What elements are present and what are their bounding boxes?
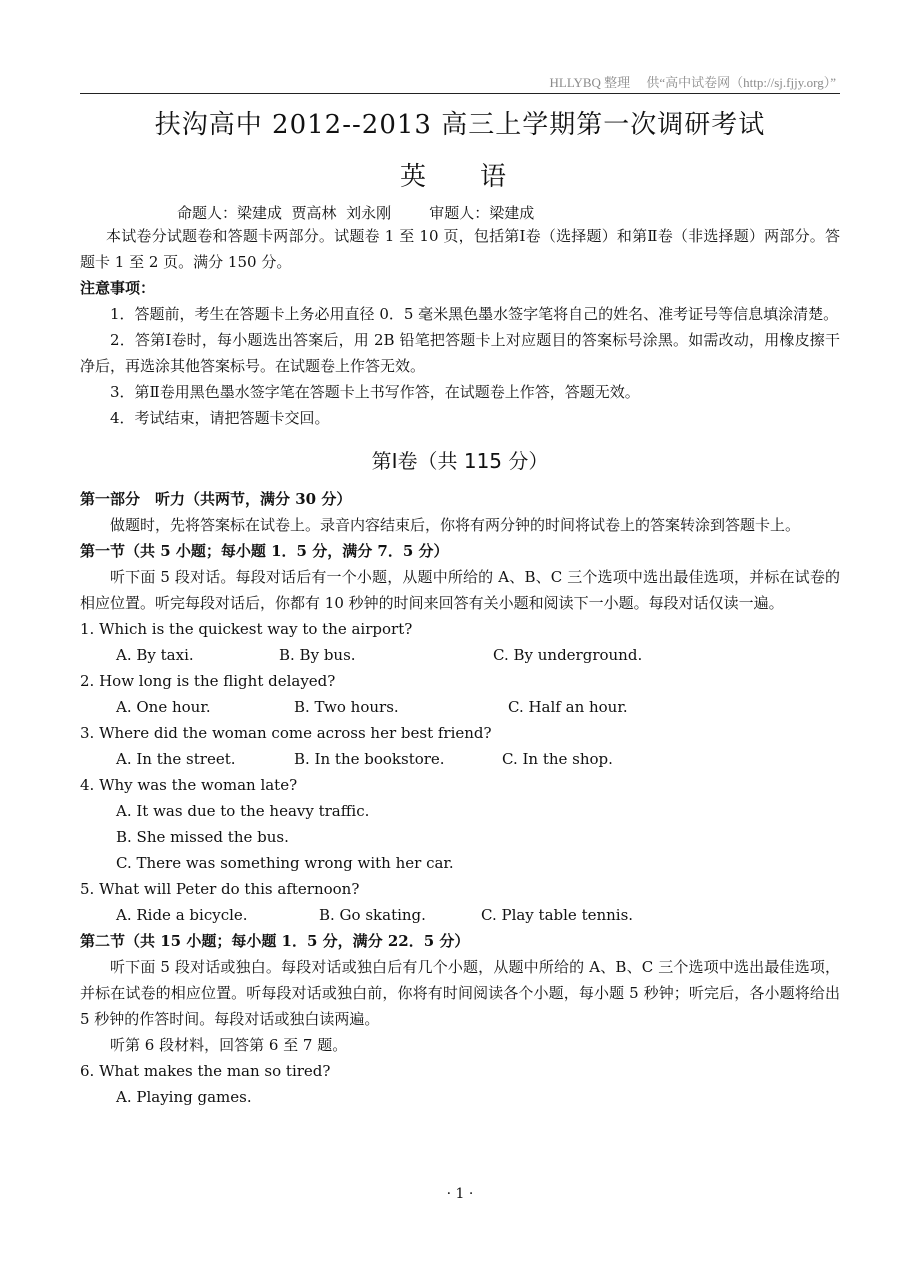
sec2-instruction: 听下面 5 段对话或独白。每段对话或独白后有几个小题，从题中所给的 A、B、C 三个选项中选出最佳选项，并标在试卷的相应位置。听每段对话或独白前，你将有时间阅读各个小题，每小题 5 秒钟；听完后，各小题将给出 5 秒钟的作答时间。每段对话或独白读两遍。 xyxy=(80,958,840,1028)
sec1-heading: 第一节（共 5 小题；每小题 1．5 分，满分 7．5 分） xyxy=(80,542,449,560)
question-text: 4. Why was the woman late? xyxy=(80,776,298,794)
option-b: B. By bus. xyxy=(279,646,356,664)
intro-paragraph: 本试卷分试题卷和答题卡两部分。试题卷 1 至 10 页，包括第Ⅰ卷（选择题）和第Ⅱ卷（非选择题）两部分。答题卡 1 至 2 页。满分 150 分。 xyxy=(80,227,840,271)
question-text: 5. What will Peter do this afternoon? xyxy=(80,880,360,898)
option-c: C. There was something wrong with her car. xyxy=(116,854,454,872)
note-item: 4．考试结束，请把答题卡交回。 xyxy=(110,409,330,427)
part1-heading: 第一部分 听力（共两节，满分 30 分） xyxy=(80,490,352,508)
option-c: C. In the shop. xyxy=(502,750,613,768)
exam-content xyxy=(80,223,840,1110)
option-b: B. Go skating. xyxy=(319,906,426,924)
option-c: C. By underground. xyxy=(493,646,643,664)
answer-options xyxy=(80,642,840,668)
option-b: B. Two hours. xyxy=(294,698,399,716)
question-text: 2. How long is the flight delayed? xyxy=(80,672,336,690)
part1-instruction: 做题时，先将答案标在试卷上。录音内容结束后，你将有两分钟的时间将试卷上的答案转涂到答题卡上。 xyxy=(110,516,801,534)
option-a: A. By taxi. xyxy=(116,646,194,664)
option-a: A. It was due to the heavy traffic. xyxy=(116,802,370,820)
header-note: HLLYBQ 整理 供“高中试卷网（http://sj.fjjy.org）” xyxy=(549,75,836,90)
option-b: B. In the bookstore. xyxy=(294,750,445,768)
option-c: C. Half an hour. xyxy=(508,698,628,716)
question-text: 3. Where did the woman come across her best friend? xyxy=(80,724,492,742)
option-b: B. She missed the bus. xyxy=(116,828,289,846)
option-a: A. Playing games. xyxy=(116,1088,252,1106)
note-item: 1．答题前，考生在答题卡上务必用直径 0．5 毫米黑色墨水签字笔将自己的姓名、准考证号等信息填涂清楚。 xyxy=(110,305,839,323)
question-text: 1. Which is the quickest way to the airport? xyxy=(80,620,413,638)
option-a: A. One hour. xyxy=(116,698,211,716)
sec2-heading: 第二节（共 15 小题；每小题 1．5 分，满分 22．5 分） xyxy=(80,932,470,950)
subject-title: 英 语 xyxy=(399,162,520,192)
sec1-instruction: 听下面 5 段对话。每段对话后有一个小题，从题中所给的 A、B、C 三个选项中选出最佳选项，并标在试卷的相应位置。听完每段对话后，你都有 10 秒钟的时间来回答有关小题和阅读下一小题。每段对话仅读一遍。 xyxy=(80,568,840,612)
note-item: 2．答第Ⅰ卷时，每小题选出答案后，用 2B 铅笔把答题卡上对应题目的答案标号涂黑。如需改动，用橡皮擦干净后，再选涂其他答案标号。在试题卷上作答无效。 xyxy=(80,331,840,375)
question-text: 6. What makes the man so tired? xyxy=(80,1062,331,1080)
sec2-material: 听第 6 段材料，回答第 6 至 7 题。 xyxy=(110,1036,348,1054)
section-title: 第Ⅰ卷（共 115 分） xyxy=(371,449,549,473)
note-item: 3．第Ⅱ卷用黑色墨水签字笔在答题卡上书写作答，在试题卷上作答，答题无效。 xyxy=(110,383,640,401)
authors-line: 命题人：梁建成 贾高林 刘永刚 审题人：梁建成 xyxy=(177,204,535,222)
exam-title: 扶沟高中 2012--2013 高三上学期第一次调研考试 xyxy=(154,110,766,140)
answer-options xyxy=(80,694,840,720)
option-a: A. Ride a bicycle. xyxy=(116,906,248,924)
answer-options xyxy=(80,902,840,928)
header-rule xyxy=(80,93,840,94)
option-c: C. Play table tennis. xyxy=(481,906,634,924)
option-a: A. In the street. xyxy=(116,750,236,768)
notes-heading: 注意事项： xyxy=(80,279,156,297)
page-number: · 1 · xyxy=(446,1186,474,1202)
answer-options xyxy=(80,746,840,772)
